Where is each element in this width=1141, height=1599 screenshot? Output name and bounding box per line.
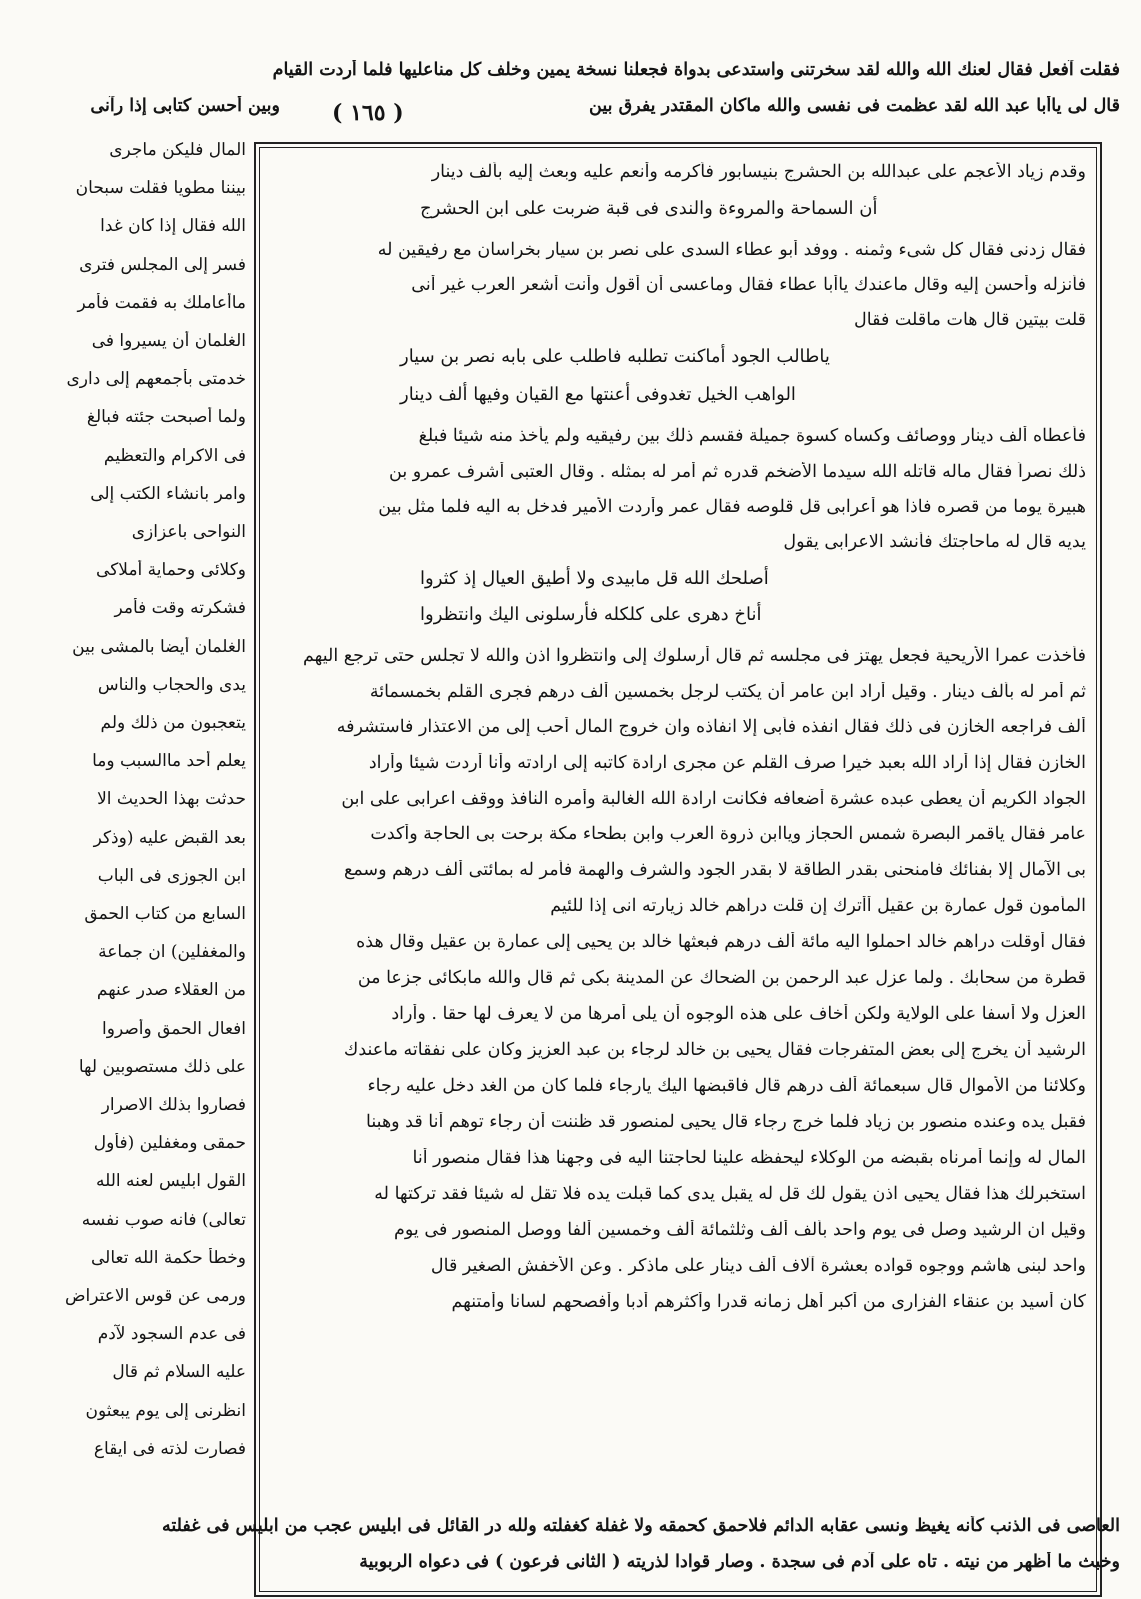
side-line: الغلمان أن يسيروا فى [91, 331, 246, 351]
side-line: فى عدم السجود لآدم [97, 1324, 246, 1345]
side-line: بعد القبض عليه (وذكر [93, 827, 246, 848]
main-line-9: فأخذت عمرا الأريحية فجعل يهتز فى مجلسه ثم قال أرسلوك إلى وانتظروا اذن والله لا تجلس حتى ترجع اليهم [303, 646, 1086, 666]
verse-1: أن السماحة والمروءة والندى فى قبة ضربت على ابن الحشرج [420, 198, 878, 219]
top-line-2: قال لى ياأبا عبد الله لقد عظمت فى نفسى والله ماكان المقتدر يفرق بين [589, 96, 1120, 116]
side-line: بيننا مطويا فقلت سبحان [75, 178, 246, 199]
main-line-6: ذلك نصراً فقال ماله قاتله الله سيدما الأضخم قدره ثم أمر له بمثله . وقال العتبى أشرف عمرو بن [389, 462, 1086, 482]
verse-2: ياطالب الجود أماكنت تطلبه فاطلب على بابه نصر بن سيار [400, 346, 830, 367]
main-line-7: هبيرة يوما من قصره فاذا هو أعرابى قل قلوصه فقال عمر وأردت الأمير فدخل به اليه فلما مثل بين [378, 497, 1086, 517]
main-line-12: الخازن فقال إذا أراد الله بعبد خيرا صرف القلم عن مجرى ارادة كاتبه إلى ارادته وأنا أردت شيئا وأراد [368, 753, 1086, 773]
main-line-5: فأعطاه ألف دينار ووصائف وكساه كسوة جميلة فقسم ذلك بين رفيقيه ولم يأخذ منه شيئا فبلغ [418, 426, 1086, 446]
side-line: فسر إلى المجلس فترى [79, 254, 246, 275]
side-line: القول ابليس لعنه الله [95, 1171, 246, 1192]
main-line-3: فأنزله وأحسن إليه وقال ماعندك ياأبا عطاء فقال وماعسى أن أقول وأنت أشعر العرب غير أنى [411, 275, 1086, 295]
side-line: فى الاكرام والتعظيم [103, 445, 246, 466]
side-line: يتعجبون من ذلك ولم [100, 713, 246, 733]
side-line: وخطأ حكمة الله تعالى [90, 1247, 246, 1268]
side-line: حمقى ومغفلين (فأول [93, 1133, 246, 1154]
side-line: من العقلاء صدر عنهم [96, 980, 246, 1001]
main-line-11: ألف فراجعه الخازن فى ذلك فقال انفذه فأبى إلا انفاذه وان خروج المال أحب إلى من الاعتذار فاستشرفه [336, 717, 1086, 737]
side-line: المال فليكن ماجرى [109, 140, 246, 160]
side-line: يعلم أحد ماالسبب وما [92, 751, 246, 772]
side-line: ابن الجوزى فى الباب [97, 865, 246, 886]
main-line-17: قطرة من سحابك . ولما عزل عبد الرحمن بن الضحاك عن المدينة بكى ثم قال والله مابكائى جزعا من [357, 968, 1086, 988]
verse-3: الواهب الخيل تغدوفى أعنتها مع القيان وفيها ألف دينار [400, 384, 796, 405]
main-line-15: بى الآمال إلا بفنائك فامنحنى بقدر الطاقة لا بقدر الجود والشرف والهمة فأمر له بمائتى ألف درهم وسمع [344, 860, 1086, 880]
main-line-23: استخبرلك هذا فقال يحيى اذن يقول لك قل له يقبل يدى كما قبلت يده فلا تقل له شيئا فقد تركتها له [374, 1184, 1086, 1204]
main-line-26: كان أسيد بن عنقاء الفزارى من أكبر أهل زمانه قدرا وأكثرهم أدبا وأفصحهم لسانا وأمتنهم [451, 1292, 1086, 1312]
side-line: ولما أصبحت جئته فبالغ [86, 407, 246, 428]
main-line-14: عامر فقال ياقمر البصرة شمس الحجاز وياابن ذروة العرب وابن بطحاء مكة برحت بى الحاجة وأكدت [370, 824, 1086, 844]
main-line-10: ثم أمر له بألف دينار . وقيل أراد ابن عامر أن يكتب لرجل بخمسين ألف درهم فجرى القلم بخمسمائة [369, 682, 1086, 702]
side-line: وامر بانشاء الكتب إلى [90, 483, 246, 504]
main-line-25: واحد لبنى هاشم ووجوه قواده بعشرة آلاف ألف دينار على ماذكر . وعن الأخفش الصغير قال [430, 1256, 1086, 1276]
side-line: فصارت لذته فى ايقاع [93, 1438, 246, 1459]
side-line: النواحى باعزازى [131, 522, 246, 542]
side-line: فصاروا بذلك الاصرار [101, 1095, 246, 1115]
verse-4: أصلحك الله قل مابيدى ولا أطيق العيال إذ كثروا [420, 568, 769, 589]
main-line-1: وقدم زياد الأعجم على عبدالله بن الحشرج بنيسابور فأكرمه وأنعم عليه وبعث إليه بألف دينار [431, 162, 1086, 182]
side-line: الغلمان أيضا بالمشى بين [72, 636, 246, 657]
side-line: حدثت بهذا الحديث الا [97, 789, 246, 810]
side-line: فشكرته وقت فأمر [114, 598, 246, 619]
verse-6: المأمون قول عمارة بن عقيل أأترك إن قلت دراهم خالد زيارته انى إذا للئيم [550, 896, 1086, 916]
side-line: الله فقال إذا كان غدا [100, 216, 246, 237]
side-line: والمغفلين) ان جماعة [98, 942, 246, 963]
side-line: ورمى عن قوس الاعتراض [65, 1286, 246, 1306]
side-line: على ذلك مستصوبين لها [78, 1056, 246, 1077]
side-line: تعالى) فانه صوب نفسه [81, 1209, 246, 1230]
main-line-24: وقيل ان الرشيد وصل فى يوم واحد بألف ألف وثلثمائة ألف وخمسين ألفا ووصل المنصور فى يوم [394, 1220, 1086, 1240]
bottom-line-1: العاصى فى الذنب كأنه يغيظ ونسى عقابه الدائم فلاحمق كحمقه ولا غفلة كغفلته ولله در القائل فى ابليس عجب من ابليس فى غفلته [161, 1516, 1120, 1536]
main-line-19: الرشيد أن يخرج إلى بعض المتفرجات فقال يحيى بن خالد لرجاء بن عبد العزيز وكان على نفقاته ماعندك [343, 1040, 1086, 1060]
main-line-16: فقال أوقلت دراهم خالد احملوا اليه مائة ألف درهم فبعثها خالد بن يحيى إلى عمارة بن عقيل وقال هذه [356, 932, 1086, 952]
side-line: وكلائى وحماية أملاكى [96, 560, 246, 581]
bottom-line-2: وخبث ما أظهر من نيته . تاه على آدم فى سجدة . وصار قوادا لذريته ( الثانى فرعون ) فى دعواه الربوبية [359, 1552, 1120, 1572]
top-left-fragment: وبين أحسن كتابى إذا رآنى [90, 96, 280, 116]
main-line-22: المال له وإنما أمرناه بقبضه من الوكلاء ليحفظه علينا لحاجتنا اليه فى وجهنا هذا فقال منصور أنا [412, 1148, 1086, 1168]
main-line-20: وكلائنا من الأموال قال سبعمائة ألف درهم قال فاقبضها اليك يارجاء فلما كان من الغد دخل عليه رجاء [367, 1076, 1086, 1096]
side-line: عليه السلام ثم قال [112, 1362, 246, 1383]
main-line-8: يديه قال له ماحاجتك فأنشد الاعرابى يقول [783, 532, 1086, 552]
verse-5: أناخ دهرى على كلكله فأرسلونى اليك وانتظروا [420, 604, 762, 625]
page-number: ( ١٦٥ ) [332, 100, 404, 126]
side-line: يدى والحجاب والناس [97, 674, 246, 695]
side-line: خدمتى بأجمعهم إلى دارى [66, 369, 246, 390]
side-line: انظرنى إلى يوم يبعثون [85, 1400, 246, 1421]
side-line: ماأعاملك به فقمت فأمر [77, 292, 246, 313]
main-line-13: الجواد الكريم أن يعطى عبده عشرة أضعافه فكانت ارادة الله الغالبة وأمره النافذ ووقف اعرابى على ابن [341, 789, 1086, 809]
side-line: افعال الحمق وأصروا [102, 1018, 246, 1039]
main-line-21: فقبل يده وعنده منصور بن زياد فلما خرج رجاء قال يحيى لمنصور قد ظننت أن رجاء توهم أنا قد وهبنا [366, 1112, 1086, 1132]
main-line-4: قلت بيتين قال هات ماقلت فقال [854, 310, 1086, 330]
main-line-18: العزل ولا أسفا على الولاية ولكن أخاف على هذه الوجوه أن يلى أمرها من لا يعرف لها حقا . وأراد [391, 1004, 1086, 1024]
side-line: السابع من كتاب الحمق [84, 904, 246, 924]
main-line-2: فقال زدنى فقال كل شىء وثمنه . ووفد أبو عطاء السدى على نصر بن سيار بخراسان مع رفيقين له [377, 240, 1086, 260]
top-line-1: فقلت آفعل فقال لعنك الله والله لقد سخرتنى واستدعى بدواة فجعلنا نسخة يمين وخلف كل مناعليها فلما أردت القيام [272, 60, 1120, 80]
